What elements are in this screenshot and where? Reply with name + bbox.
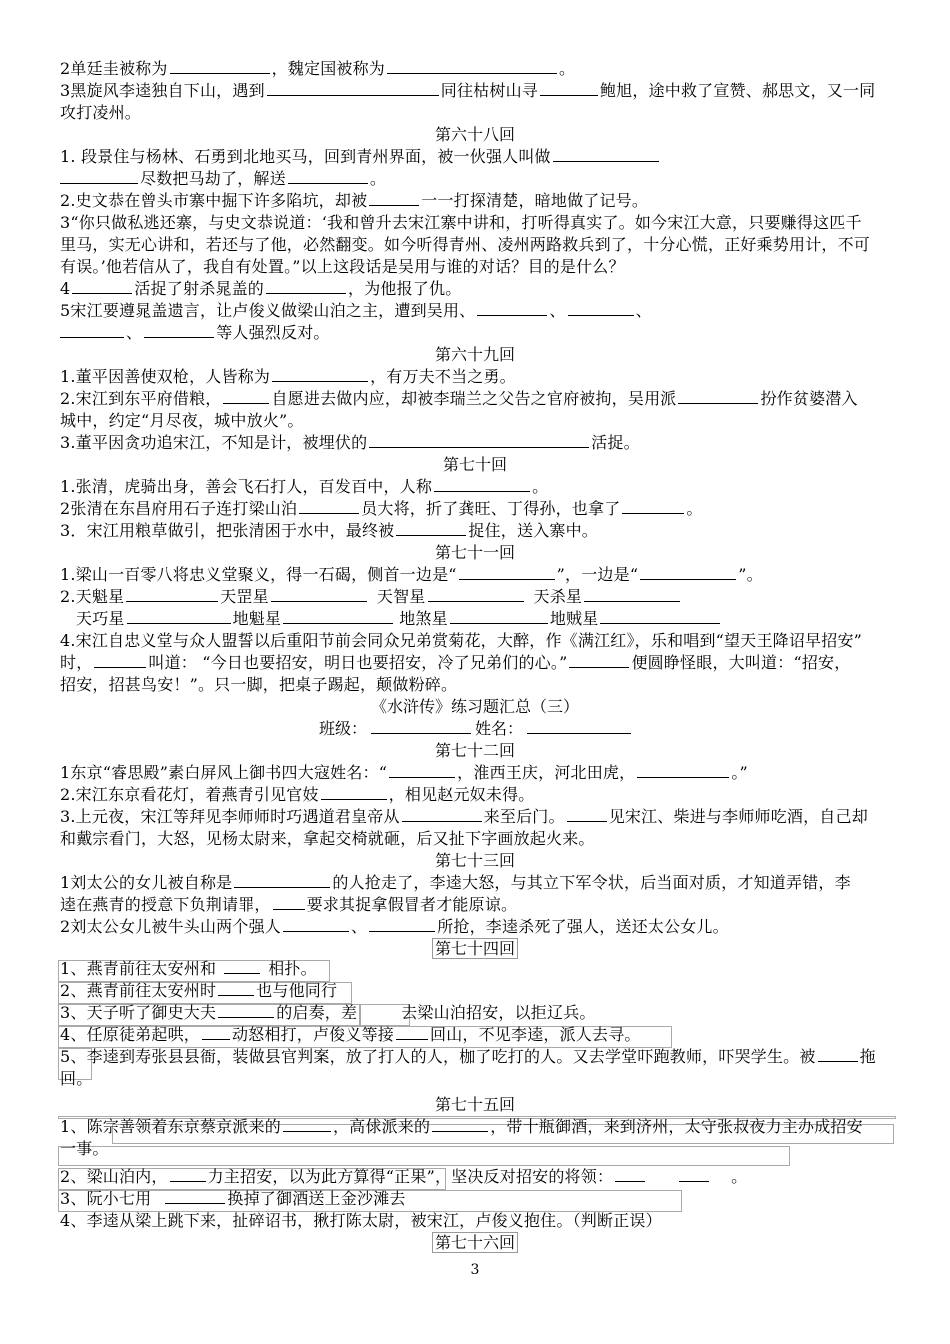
answer-blank[interactable] [165,1188,225,1204]
answer-blank[interactable] [170,1166,206,1182]
chapter-heading: 第七十一回 [434,543,515,562]
chapter-heading: 第七十六回 [0,1232,950,1254]
question-line: 3、天子听了御史大夫 的启奏，差 去梁山泊招安，以拒辽兵。 [60,1003,596,1022]
answer-blank[interactable] [234,872,330,888]
answer-blank[interactable] [396,1024,428,1040]
answer-blank[interactable] [600,608,720,624]
chapter-heading: 第七十四回 [0,938,950,960]
answer-blank[interactable] [369,432,589,448]
question-line: 1.董平因善使双枪，人皆称为 ，有万夫不当之勇。 [60,367,516,386]
answer-blank[interactable] [224,958,260,974]
answer-blank[interactable] [477,300,547,316]
question-line: 2张清在东昌府用石子连打梁山泊 员大将，折了龚旺、丁得孙，也拿了 。 [60,499,703,518]
chapter-heading: 第七十回 [442,455,507,474]
question-line: 一事。 [60,1139,109,1158]
question-line: 3.上元夜，宋江等拜见李师师时巧遇道君皇帝从 来至后门。 见宋江、柴进与李师师吃酒，自己却 [60,807,868,826]
question-line: 、 等人强烈反对。 [60,322,330,344]
question-line: 2刘太公女儿被牛头山两个强人 、 所抢，李逵杀死了强人，送还太公女儿。 [60,917,729,936]
question-line: 和戴宗看门，大怒，见杨太尉来，拿起交椅就砸，后又扯下字画放起火来。 [60,829,595,848]
answer-blank[interactable] [387,58,557,74]
answer-blank[interactable] [428,586,524,602]
answer-blank[interactable] [637,762,729,778]
answer-blank[interactable] [72,278,132,294]
chapter-heading: 第七十三回 [434,851,515,870]
answer-blank[interactable] [288,168,368,184]
question-line: 2.史文恭在曾头市寨中掘下许多陷坑，却被 一一打探清楚，暗地做了记号。 [60,191,649,210]
table-cell-border [58,1146,790,1166]
answer-blank[interactable] [568,300,634,316]
answer-blank[interactable] [678,388,758,404]
answer-blank[interactable] [60,168,138,184]
chapter-heading: 第六十八回 [434,125,515,144]
question-line: 1.梁山一百零八将忠义堂聚义，得一石碣，侧首一边是“ ”，一边是“ ”。 [60,565,763,584]
answer-blank[interactable] [450,608,548,624]
answer-blank[interactable] [553,146,659,162]
question-line: 2单廷圭被称为 ，魏定国被称为 。 [60,59,576,78]
answer-blank[interactable] [218,980,254,996]
answer-blank[interactable] [218,1002,274,1018]
answer-blank[interactable] [540,80,598,96]
answer-blank[interactable] [283,1116,331,1132]
question-line: 3“你只做私逃还寨，与史文恭说道：‘我和曾升去宋江寨中讲和，打听得真实了。如今宋江大意，只要赚得这匹千 [60,213,862,232]
question-line: 1、陈宗善领着东京蔡京派来的 ，高俅派来的 ，带十瓶御酒，来到济州，太守张叔夜力主办成招安 [60,1117,863,1136]
chapter-heading: 第七十二回 [434,741,515,760]
question-line: 2.天魁星 天罡星 天智星 天杀星 [60,586,682,608]
answer-blank[interactable] [60,322,124,338]
question-line: 3.董平因贪功追宋江，不知是计，被埋伏的 活捉。 [60,433,640,452]
answer-blank[interactable] [615,1166,645,1182]
question-line: 1、燕青前往太安州和 相扑。 [60,959,317,978]
question-line: 逵在燕青的授意下负荆请罪， 要求其捉拿假冒者才能原谅。 [60,895,518,914]
sheet-title: 《水浒传》练习题汇总（三） [370,697,579,716]
student-info: 班级： 姓名： [0,718,950,740]
question-line: 4、任原徒弟起哄， 动怒相打，卢俊义等接 回山，不见李逵，派人去寻。 [60,1025,641,1044]
answer-blank[interactable] [369,190,419,206]
question-line: 时， 叫道： “今日也要招安，明日也要招安，冷了兄弟们的心。” 便圆睁怪眼，大叫道：“招安， [60,653,851,672]
question-line: 4 活捉了射杀晁盖的 ，为他报了仇。 [60,279,462,298]
answer-blank[interactable] [273,894,305,910]
answer-blank[interactable] [567,806,607,822]
chapter-heading: 第七十五回 [434,1095,515,1114]
answer-blank[interactable] [584,586,680,602]
name-field[interactable] [527,718,631,734]
question-line: 有误。’他若信从了，我自有处置。”以上这段话是吴用与谁的对话？目的是什么？ [60,257,625,276]
answer-blank[interactable] [272,366,368,382]
answer-blank[interactable] [283,916,349,932]
question-line: 2、梁山泊内， 力主招安，以为此方算得“正果”，坚决反对招安的将领： 。 [60,1167,748,1186]
answer-blank[interactable] [369,916,435,932]
question-line: 里马，实无心讲和，若还与了他，必然翻变。如今听得青州、凌州两路救兵到了，十分心慌，正好乘势用计，不可 [60,235,871,254]
question-line: 2、燕青前往太安州时 也与他同行 [60,981,338,1000]
answer-blank[interactable] [126,586,218,602]
chapter-heading: 第六十九回 [434,345,515,364]
answer-blank[interactable] [432,1116,488,1132]
answer-blank[interactable] [640,564,736,580]
answer-blank[interactable] [321,784,387,800]
answer-blank[interactable] [459,564,555,580]
question-line: 3．宋江用粮草做引，把张清困于水中，最终被 捉住，送入寨中。 [60,521,598,540]
answer-blank[interactable] [402,806,482,822]
question-line: 5宋江要遵晁盖遗言，让卢俊义做梁山泊之主，遭到吴用、 、 、 [60,301,652,320]
class-field[interactable] [371,718,471,734]
question-line: 3、阮小七用 换掉了御酒送上金沙滩去 [60,1189,406,1208]
answer-blank[interactable] [223,388,269,404]
answer-blank[interactable] [271,586,367,602]
question-line: 2.宋江东京看花灯，着燕青引见官妓 ，相见赵元奴未得。 [60,785,535,804]
answer-blank[interactable] [202,1024,230,1040]
question-line: 1.张清，虎骑出身，善会飞石打人，百发百中，人称 。 [60,477,549,496]
answer-blank[interactable] [170,58,270,74]
answer-blank[interactable] [127,608,231,624]
answer-blank[interactable] [679,1166,709,1182]
page-number: 3 [470,1262,480,1278]
answer-blank[interactable] [267,80,439,96]
question-line: 1刘太公的女儿被自称是 的人抢走了，李逵大怒，与其立下军令状，后当面对质，才知道弄错，李 [60,873,851,892]
answer-blank[interactable] [569,652,629,668]
question-line: 回。 [60,1069,93,1088]
question-line: 城中，约定“月尽夜，城中放火”。 [60,411,304,430]
answer-blank[interactable] [144,322,214,338]
question-line: 攻打凌州。 [60,103,142,122]
answer-blank[interactable] [434,476,530,492]
answer-blank[interactable] [94,652,146,668]
answer-blank[interactable] [389,762,455,778]
answer-blank[interactable] [622,498,684,514]
question-line: 4.宋江自忠义堂与众人盟誓以后重阳节前会同众兄弟赏菊花，大醉，作《满江红》，乐和唱到“望天王降诏早招安” [60,631,863,650]
question-line: 5、李逵到寿张县县衙，装做县官判案，放了打人的人，枷了吃打的人。又去学堂吓跑教师，吓哭学生。被 拖 [60,1047,876,1066]
question-line: 招安，招甚鸟安！”。只一脚，把桌子踢起，颠做粉碎。 [60,675,458,694]
question-line: 1东京“睿思殿”素白屏风上御书四大寇姓名：“ ，淮西王庆，河北田虎， 。” [60,763,748,782]
question-line: 2.宋江到东平府借粮， 自愿进去做内应，却被李瑞兰之父告之官府被拘，吴用派 扮作贫婆潜入 [60,389,858,408]
question-line: 天巧星 地魁星 地煞星 地贼星 [76,608,722,630]
question-line: 1. 段景住与杨林、石勇到北地买马，回到青州界面，被一伙强人叫做 [60,146,661,168]
question-line: 尽数把马劫了，解送 。 [60,168,386,190]
answer-blank[interactable] [266,278,346,294]
question-line: 3黑旋风李逵独自下山，遇到 同往枯树山寻 鲍旭，途中救了宣赞、郝思文，又一同 [60,81,876,100]
answer-blank[interactable] [283,608,393,624]
answer-blank[interactable] [818,1046,858,1062]
answer-blank[interactable] [396,520,466,536]
question-line: 4、李逵从梁上跳下来，扯碎诏书，揪打陈太尉，被宋江，卢俊义抱住。（判断正误） [60,1211,662,1230]
answer-blank[interactable] [299,498,359,514]
